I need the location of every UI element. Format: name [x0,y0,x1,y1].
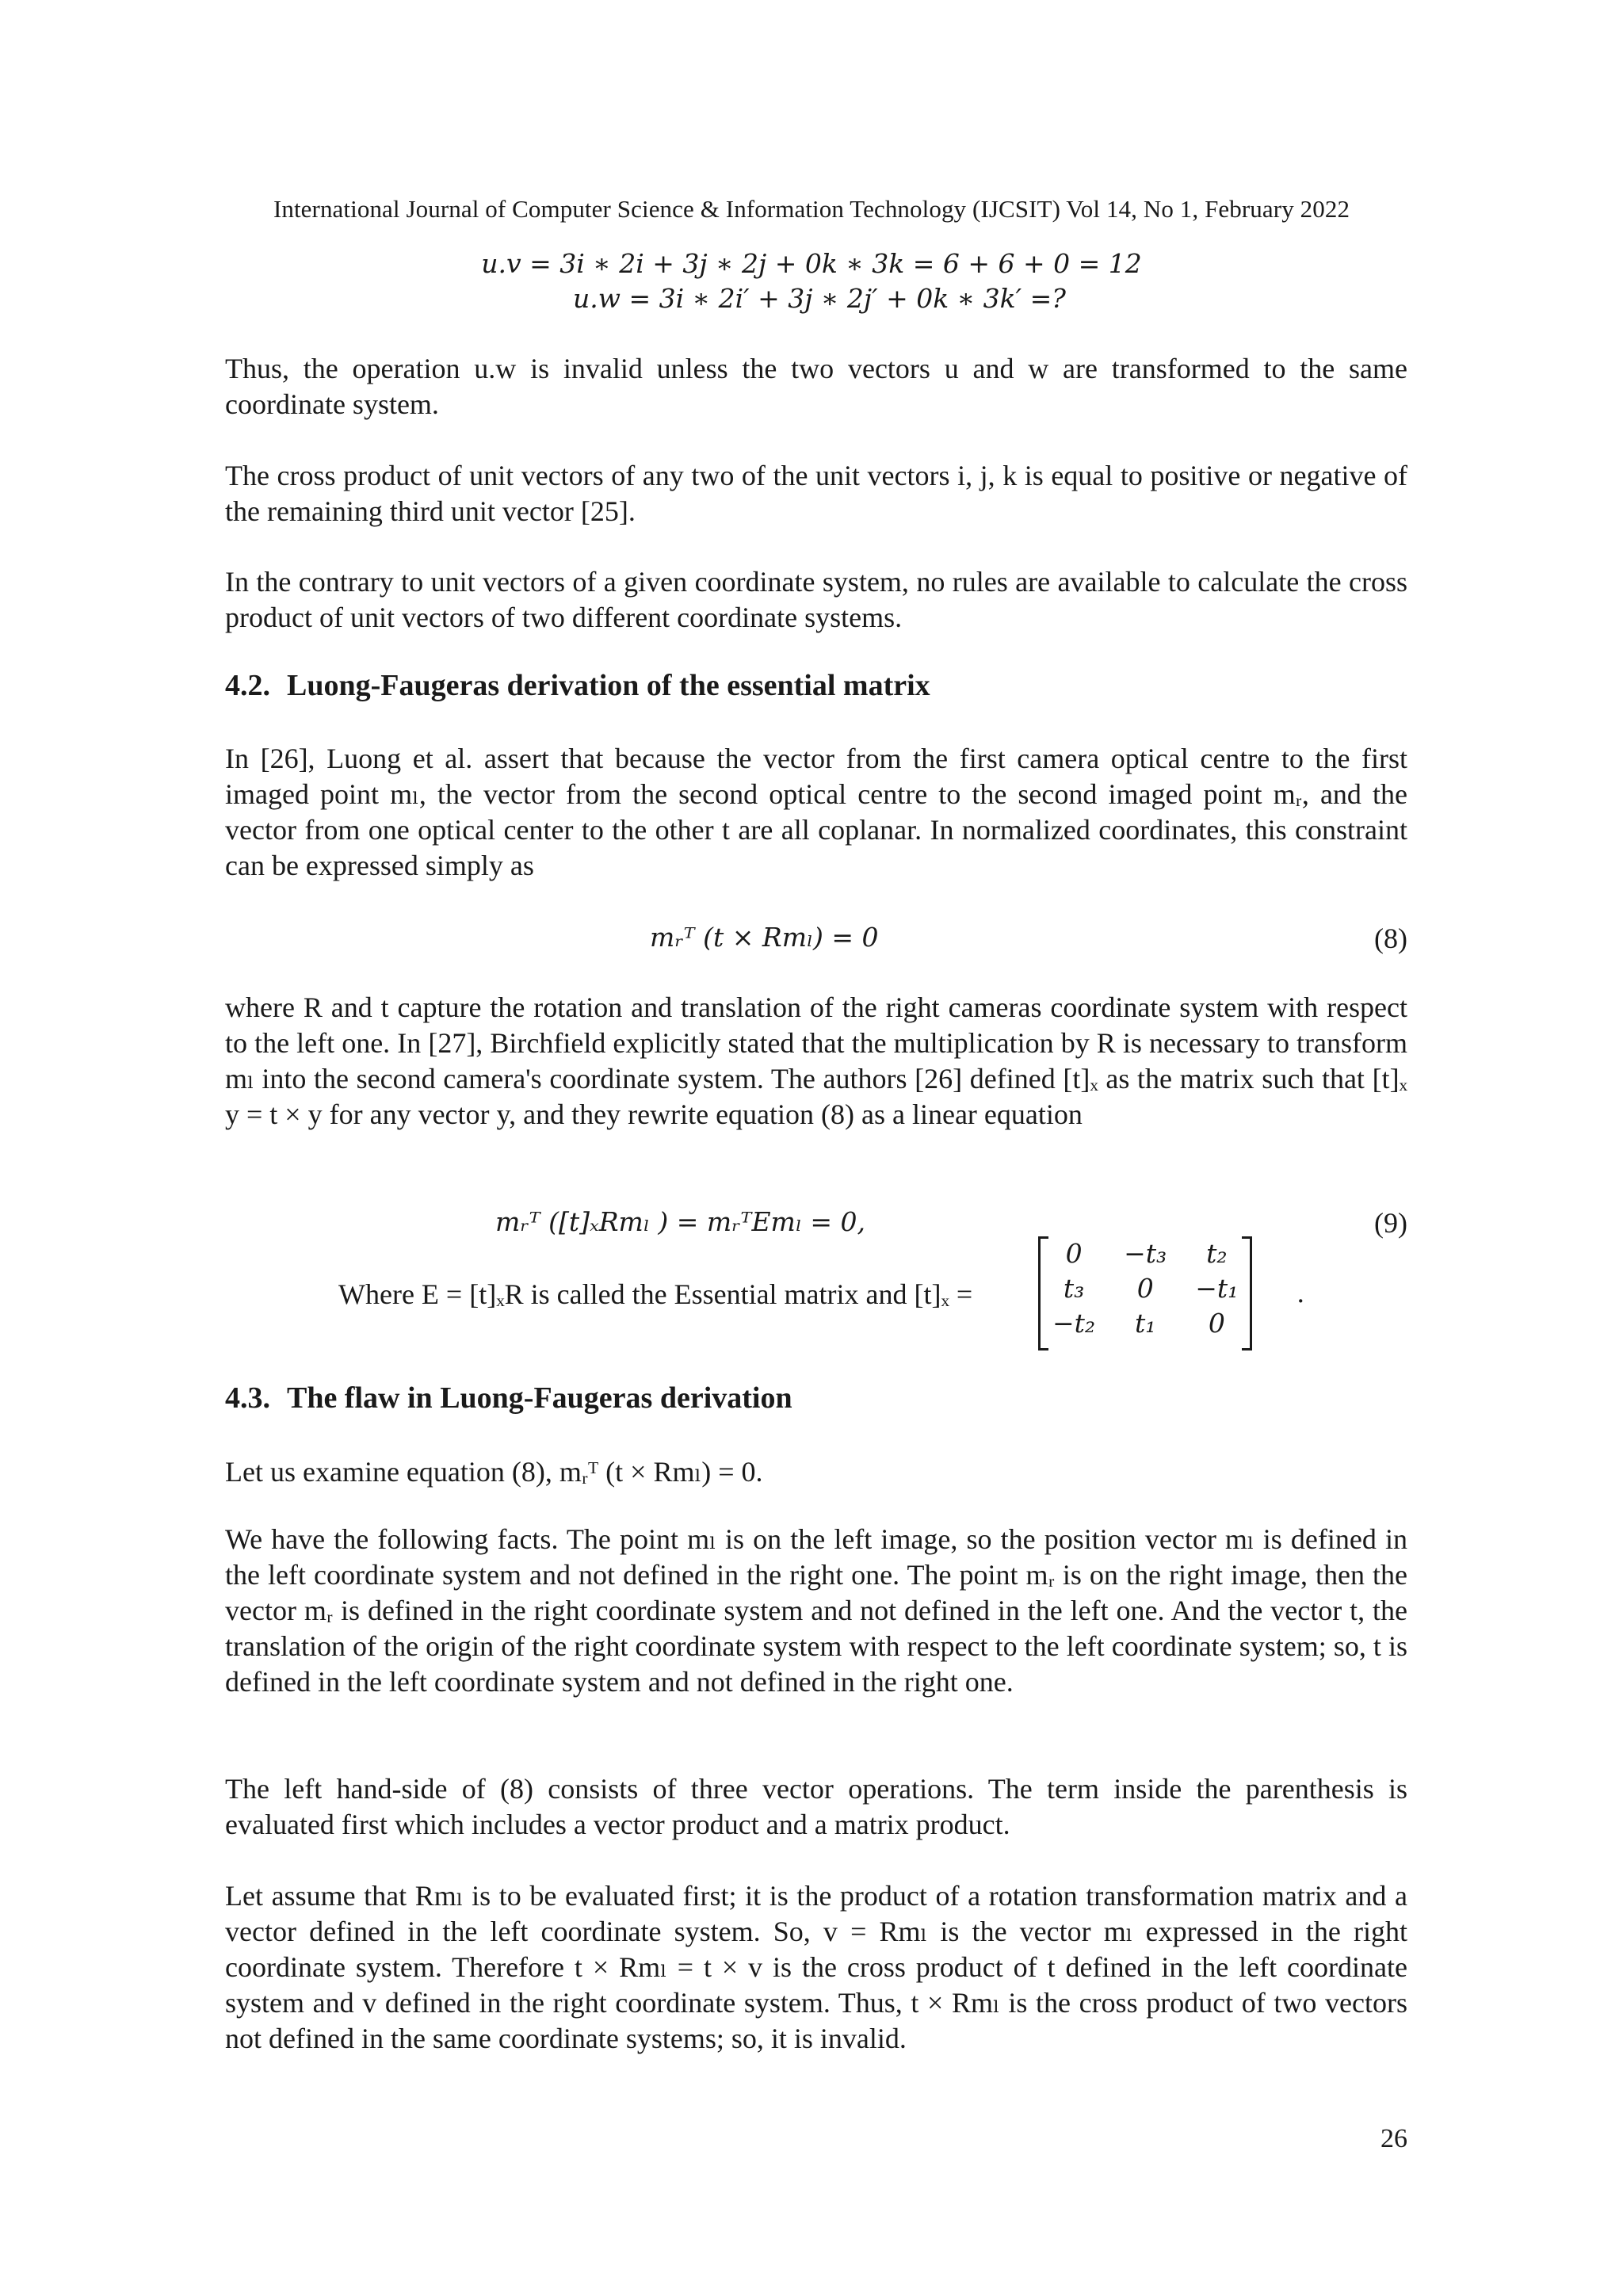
section-number: 4.2. [225,669,270,702]
paragraph-where-r-t: where R and t capture the rotation and translation of the right cameras coordinate system with respect to the left one. In [27], Birchfield explicitly stated that the multiplication by R is necessary to transform mₗ into the second camera's coordinate system. The authors [26] defined [t]ₓ as the matrix such that [t]ₓ y = t × y for any vector y, and they rewrite equation (8) as a linear equation [225,991,1407,1130]
section-number: 4.3. [225,1381,270,1415]
equation-9: mᵣᵀ ([t]ₓRmₗ ) = mᵣᵀEmₗ = 0, [495,1206,865,1237]
cross-product-matrix [1038,1236,1252,1341]
matrix-row [1038,1271,1252,1306]
matrix-cell: t₃ [1063,1273,1085,1304]
equation-uw: u.w = 3i ∗ 2i′ + 3j ∗ 2j′ + 0k ∗ 3k′ =? [573,283,1066,314]
page-number: 26 [1381,2124,1407,2153]
paragraph-invalid-operation: Thus, the operation u.w is invalid unless the two vectors u and w are transformed to the same coordinate system. [225,353,1407,420]
matrix-cell: t₂ [1206,1238,1228,1269]
paragraph-examine-eq8: Let us examine equation (8), mᵣᵀ (t × Rmₗ) = 0. [225,1456,763,1488]
matrix-cell: 0 [1136,1273,1154,1304]
paragraph-no-rules: In the contrary to unit vectors of a given coordinate system, no rules are available to calculate the cross product of unit vectors of two different coordinate systems. [225,566,1407,633]
matrix-cell: −t₁ [1195,1273,1239,1304]
paragraph-facts: We have the following facts. The point mₗ is on the left image, so the position vector mₗ is defined in the left coordinate system and not defined in the right one. The point mᵣ is on the right image, then the vector mᵣ is defined in the right coordinate system and not defined in the left one. And the vector t, the translation of the origin of the right coordinate system with respect to the left coordinate system; so, t is defined in the left coordinate system and not defined in the right one. [225,1523,1407,1698]
paragraph-luong-assert: In [26], Luong et al. assert that because the vector from the first camera optical centre to the first imaged point mₗ, the vector from the second optical centre to the second imaged point mᵣ, and the vector from one optical center to the other t are all coplanar. In normalized coordinates, this constraint can be expressed simply as [225,743,1407,881]
matrix-cell: t₁ [1134,1308,1156,1339]
matrix-period: . [1296,1278,1305,1308]
matrix-cell: 0 [1208,1308,1225,1339]
matrix-cell: −t₂ [1052,1308,1096,1339]
section-title: Luong-Faugeras derivation of the essential matrix [287,669,930,702]
equation-9-number: (9) [1374,1207,1407,1239]
section-title: The flaw in Luong-Faugeras derivation [287,1381,792,1415]
equation-8: mᵣᵀ (t × Rmₗ) = 0 [650,922,879,953]
matrix-cell: −t₃ [1124,1238,1167,1269]
matrix-cell: 0 [1065,1238,1083,1269]
section-heading-4-2 [225,668,930,703]
paragraph-left-hand-side: The left hand-side of (8) consists of three vector operations. The term inside the parenthesis is evaluated first which includes a vector product and a matrix product. [225,1773,1407,1840]
essential-matrix-definition: Where E = [t]ₓR is called the Essential matrix and [t]ₓ = [338,1278,973,1310]
section-heading-4-3 [225,1381,792,1415]
journal-header: International Journal of Computer Science & Information Technology (IJCSIT) Vol 14, No 1, February 2022 [273,195,1350,223]
equation-uv: u.v = 3i ∗ 2i + 3j ∗ 2j + 0k ∗ 3k = 6 + 6 + 0 = 12 [481,248,1142,279]
paragraph-cross-product-unit: The cross product of unit vectors of any two of the unit vectors i, j, k is equal to positive or negative of the remaining third unit vector [25]. [225,460,1407,527]
matrix-right-bracket [1242,1236,1252,1350]
matrix-row [1038,1236,1252,1271]
matrix-left-bracket [1038,1236,1048,1350]
equation-8-number: (8) [1374,923,1407,954]
matrix-row [1038,1306,1252,1341]
paragraph-evaluate-rml: Let assume that Rmₗ is to be evaluated first; it is the product of a rotation transformation matrix and a vector defined in the left coordinate system. So, v = Rmₗ is the vector mₗ expressed in the right coordinate system. Therefore t × Rmₗ = t × v is the cross product of t defined in the left coordinate system and v defined in the right coordinate system. Thus, t × Rmₗ is the cross product of two vectors not defined in the same coordinate systems; so, it is invalid. [225,1880,1407,2054]
